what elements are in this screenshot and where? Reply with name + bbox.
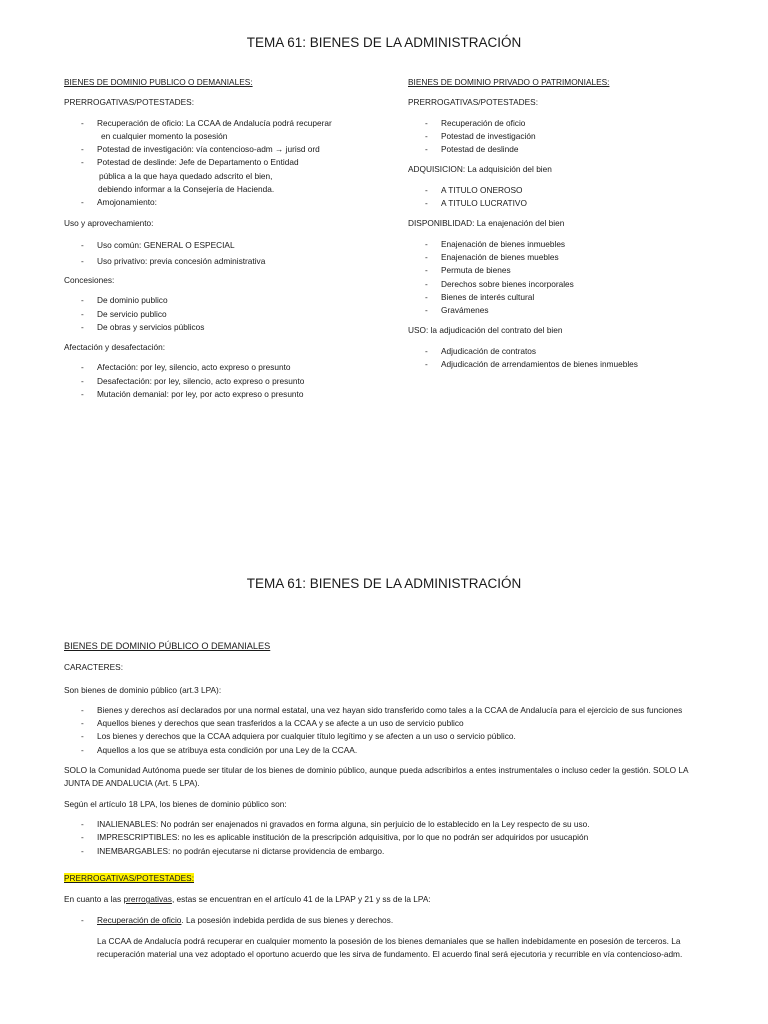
list-item: - Recuperación de oficio. La posesión indebida perdida de sus bienes y derechos.: [64, 914, 704, 927]
list-item: - Adjudicación de contratos: [425, 345, 708, 358]
prerrogativas-list: [64, 914, 704, 927]
section-label: USO: la adjudicación del contrato del bien: [408, 325, 563, 336]
right-column: [408, 76, 708, 371]
list-item: - De dominio publico: [81, 294, 374, 307]
left-column: [64, 76, 374, 401]
caracteres-list: [64, 818, 704, 858]
list-item: - Adjudicación de arrendamientos de bienes inmuebles: [425, 358, 708, 371]
section-label: Uso y aprovechamiento:: [64, 217, 154, 228]
list-item-continuation: pública a la que haya quedado adscrito el bien,: [81, 170, 374, 183]
uso-list: [81, 237, 374, 269]
list-item: - Bienes de interés cultural: [425, 291, 708, 304]
list-item: - De obras y servicios públicos: [81, 321, 374, 334]
list-item: - Recuperación de oficio: [425, 117, 708, 130]
list-item: - INEMBARGABLES: no podrán ejecutarse ni dictarse providencia de embargo.: [64, 845, 704, 858]
section-heading: BIENES DE DOMINIO PUBLICO O DEMANIALES:: [64, 77, 253, 87]
list-item: - Potestad de investigación: vía contencioso-adm → jurisd ord: [81, 143, 374, 156]
section-label: ADQUISICION: La adquisición del bien: [408, 164, 552, 175]
list-item: - Gravámenes: [425, 304, 708, 317]
list-item: - Bienes y derechos así declarados por una normal estatal, una vez hayan sido transferido como tales a la CCAA de Andalucía para el ejercicio de sus funciones: [64, 704, 704, 717]
prerrogativas-list: [425, 117, 708, 157]
uso-list: [425, 345, 708, 372]
list-item: - Permuta de bienes: [425, 264, 708, 277]
list-item: - Aquellos bienes y derechos que sean trasferidos a la CCAA y se afecte a un uso de servicio publico: [64, 717, 704, 730]
list-item: - INALIENABLES: No podrán ser enajenados ni gravados en forma alguna, sin perjuicio de lo establecido en la Ley respecto de su uso.: [64, 818, 704, 831]
paragraph: En cuanto a las prerrogativas, estas se encuentran en el artículo 41 de la LPAP y 21 y ss de la LPA:: [64, 894, 431, 905]
section-heading: BIENES DE DOMINIO PÚBLICO O DEMANIALES: [64, 641, 271, 651]
list-item-continuation: debiendo informar a la Consejería de Hacienda.: [81, 183, 374, 196]
list-item: - Amojonamiento:: [81, 196, 374, 209]
list-item: - Derechos sobre bienes incorporales: [425, 278, 708, 291]
page-title: TEMA 61: BIENES DE LA ADMINISTRACIÓN: [246, 576, 522, 591]
list-item: - Afectación: por ley, silencio, acto expreso o presunto: [81, 361, 374, 374]
list-item: - De servicio publico: [81, 308, 374, 321]
page-title: TEMA 61: BIENES DE LA ADMINISTRACIÓN: [246, 35, 522, 50]
list-item: - Enajenación de bienes inmuebles: [425, 238, 708, 251]
list-item: - Recuperación de oficio: La CCAA de Andalucía podrá recuperar: [81, 117, 374, 130]
adquisicion-list: [425, 184, 708, 211]
prerrogativas-list: [81, 117, 374, 210]
list-item-continuation: en cualquier momento la posesión: [81, 130, 374, 143]
list-item: - Los bienes y derechos que la CCAA adquiera por cualquier título legítimo y se afecten a un uso o servicio público.: [64, 730, 704, 743]
list-item: - Uso común: GENERAL O ESPECIAL: [81, 237, 374, 253]
afectacion-list: [81, 361, 374, 401]
paragraph: SOLO la Comunidad Autónoma puede ser titular de los bienes de dominio público, aunque pueda adscribirlos a entes instrumentales o incluso ceder la gestión. SOLO LA JUNTA DE ANDALUCIA (Art. 5 LPA).: [64, 765, 689, 789]
paragraph: La CCAA de Andalucía podrá recuperar en cualquier momento la posesión de los bienes demaniales que se hallen indebidamente en posesión de terceros. La recuperación material una vez adoptado el oportuno acuerdo que les sirva de fundamento. El acuerdo final será ejecutoria y recurrible en vía contencioso-adm.: [97, 935, 683, 960]
highlighted-heading: PRERROGATIVAS/POTESTADES:: [64, 872, 195, 883]
list-item: - Potestad de deslinde: [425, 143, 708, 156]
section-label: PRERROGATIVAS/POTESTADES:: [408, 97, 539, 108]
list-item: - A TITULO LUCRATIVO: [425, 197, 708, 210]
disponibilidad-list: [425, 238, 708, 318]
list-item: - Aquellos a los que se atribuya esta condición por una Ley de la CCAA.: [64, 744, 704, 757]
list-item: - Desafectación: por ley, silencio, acto expreso o presunto: [81, 375, 374, 388]
list-item: - Enajenación de bienes muebles: [425, 251, 708, 264]
paragraph: Son bienes de dominio público (art.3 LPA):: [64, 684, 222, 695]
section-label: Afectación y desafectación:: [64, 342, 166, 353]
list-item: - Mutación demanial: por ley, por acto expreso o presunto: [81, 388, 374, 401]
section-label: CARACTERES:: [64, 662, 124, 673]
section-label: DISPONIBLIDAD: La enajenación del bien: [408, 218, 565, 229]
list-item: - Potestad de investigación: [425, 130, 708, 143]
list-item: - IMPRESCRIPTIBLES: no les es aplicable institución de la prescripción adquisitiva, por lo que no podrán ser adquiridos por usucapión: [64, 831, 704, 844]
section-label: PRERROGATIVAS/POTESTADES:: [64, 97, 195, 108]
list-item: - Uso privativo: previa concesión administrativa: [81, 253, 374, 269]
section-label: Concesiones:: [64, 274, 115, 285]
concesiones-list: [81, 294, 374, 334]
section-heading: BIENES DE DOMINIO PRIVADO O PATRIMONIALES:: [408, 77, 610, 87]
dominio-publico-list: [64, 704, 704, 757]
page2-body: [64, 640, 704, 961]
paragraph: Según el artículo 18 LPA, los bienes de dominio público son:: [64, 798, 287, 809]
list-item: - Potestad de deslinde: Jefe de Departamento o Entidad: [81, 156, 374, 169]
list-item: - A TITULO ONEROSO: [425, 184, 708, 197]
